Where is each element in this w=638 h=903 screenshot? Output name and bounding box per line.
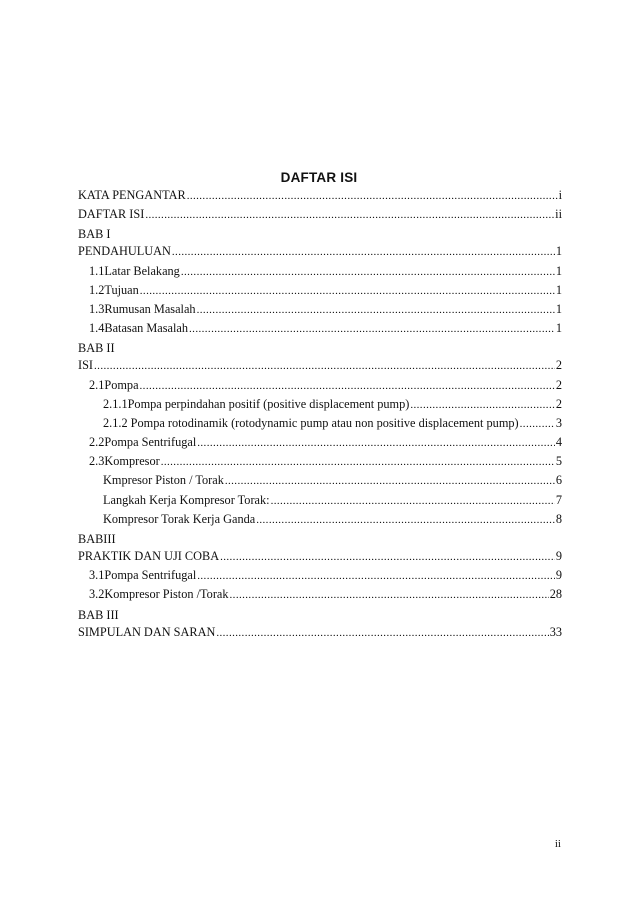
toc-page-number: 1 bbox=[555, 282, 562, 297]
dot-leader bbox=[94, 356, 555, 376]
dot-leader bbox=[140, 376, 555, 396]
toc-page-number: 1 bbox=[555, 244, 562, 259]
toc-page-number: 2 bbox=[555, 358, 562, 373]
toc-entry-kerja-ganda[interactable] bbox=[78, 510, 562, 529]
table-of-contents bbox=[78, 186, 562, 642]
dot-leader bbox=[181, 262, 555, 282]
toc-entry-text: 2.1.1Pompa perpindahan positif (positive displacement pump) bbox=[103, 396, 410, 411]
toc-entry-2-1-2[interactable] bbox=[78, 414, 562, 433]
dot-leader bbox=[271, 491, 555, 511]
dot-leader bbox=[145, 205, 554, 225]
toc-entry-text: 2.1.2 Pompa rotodinamik (rotodynamic pump atau non positive displacement pump) bbox=[103, 415, 519, 430]
dot-leader bbox=[410, 395, 555, 415]
toc-entry-text: DAFTAR ISI bbox=[78, 207, 145, 222]
toc-entry-kmpresor-piston[interactable] bbox=[78, 471, 562, 490]
toc-entry-text: PENDAHULUAN bbox=[78, 244, 171, 259]
toc-entry-2-3[interactable] bbox=[78, 452, 562, 471]
dot-leader bbox=[520, 414, 555, 434]
toc-entry-text: ISI bbox=[78, 358, 94, 373]
toc-page-number: 28 bbox=[549, 587, 562, 602]
toc-page-number: 1 bbox=[555, 263, 562, 278]
toc-page-number: 2 bbox=[555, 377, 562, 392]
dot-leader bbox=[140, 281, 555, 301]
dot-leader bbox=[230, 585, 549, 605]
toc-page-number: 2 bbox=[555, 396, 562, 411]
toc-page-number: 1 bbox=[555, 321, 562, 336]
dot-leader bbox=[161, 452, 555, 472]
dot-leader bbox=[256, 510, 555, 530]
toc-entry-kata-pengantar[interactable] bbox=[78, 186, 562, 205]
toc-entry-text: 2.1Pompa bbox=[89, 377, 139, 392]
dot-leader bbox=[216, 623, 548, 643]
toc-page-number: ii bbox=[555, 207, 562, 222]
page-number: ii bbox=[554, 838, 561, 850]
dot-leader bbox=[172, 242, 555, 262]
toc-entry-praktik[interactable] bbox=[78, 547, 562, 566]
toc-page-number: 4 bbox=[555, 435, 562, 450]
dot-leader bbox=[189, 319, 555, 339]
toc-entry-daftar-isi[interactable] bbox=[78, 205, 562, 224]
dot-leader bbox=[220, 547, 555, 567]
chapter-label: BAB II bbox=[78, 341, 115, 356]
toc-entry-2-2[interactable] bbox=[78, 433, 562, 452]
toc-entry-simpulan[interactable] bbox=[78, 623, 562, 642]
chapter-label: BABIII bbox=[78, 532, 116, 546]
toc-entry-text: 2.3Kompresor bbox=[89, 454, 160, 469]
toc-entry-text: 3.2Kompresor Piston /Torak bbox=[89, 587, 229, 602]
toc-entry-text: 1.3Rumusan Masalah bbox=[89, 301, 196, 316]
toc-entry-text: Kompresor Torak Kerja Ganda bbox=[103, 511, 256, 526]
toc-entry-text: 2.2Pompa Sentrifugal bbox=[89, 435, 197, 450]
toc-entry-text: 1.2Tujuan bbox=[89, 282, 139, 297]
toc-page-number: 3 bbox=[555, 415, 562, 430]
toc-page-number: 9 bbox=[555, 568, 562, 583]
toc-entry-1-2[interactable] bbox=[78, 281, 562, 300]
toc-entry-1-3[interactable] bbox=[78, 300, 562, 319]
toc-page-number: 1 bbox=[555, 301, 562, 316]
toc-entry-text: 3.1Pompa Sentrifugal bbox=[89, 568, 197, 583]
toc-entry-1-4[interactable] bbox=[78, 319, 562, 338]
toc-page-number: 6 bbox=[555, 473, 562, 488]
toc-entry-text: Kmpresor Piston / Torak bbox=[103, 473, 224, 488]
dot-leader bbox=[197, 566, 555, 586]
chapter-label: BAB I bbox=[78, 227, 111, 242]
toc-entry-2-1[interactable] bbox=[78, 376, 562, 395]
dot-leader bbox=[225, 471, 555, 491]
toc-entry-text: KATA PENGANTAR bbox=[78, 188, 186, 202]
toc-page-number: 7 bbox=[555, 492, 562, 507]
chapter-label: BAB III bbox=[78, 607, 119, 622]
toc-page-number: 9 bbox=[555, 549, 562, 563]
toc-entry-3-1[interactable] bbox=[78, 566, 562, 585]
toc-entry-3-2[interactable] bbox=[78, 585, 562, 604]
page-title: DAFTAR ISI bbox=[280, 170, 358, 185]
toc-page-number: i bbox=[558, 188, 562, 202]
toc-entry-1-1[interactable] bbox=[78, 262, 562, 281]
dot-leader bbox=[197, 433, 555, 453]
toc-page-number: 5 bbox=[555, 454, 562, 469]
toc-entry-text: 1.4Batasan Masalah bbox=[89, 321, 189, 336]
toc-entry-text: SIMPULAN DAN SARAN bbox=[78, 624, 216, 639]
toc-entry-2-1-1[interactable] bbox=[78, 395, 562, 414]
dot-leader bbox=[187, 186, 558, 206]
toc-page-number: 33 bbox=[549, 624, 562, 639]
toc-entry-isi[interactable] bbox=[78, 356, 562, 375]
toc-entry-text: Langkah Kerja Kompresor Torak: bbox=[103, 492, 270, 507]
toc-entry-langkah-kerja[interactable] bbox=[78, 491, 562, 510]
toc-entry-text: PRAKTIK DAN UJI COBA bbox=[78, 549, 220, 563]
dot-leader bbox=[197, 300, 555, 320]
toc-page-number: 8 bbox=[555, 511, 562, 526]
toc-entry-pendahuluan[interactable] bbox=[78, 242, 562, 261]
toc-entry-text: 1.1Latar Belakang bbox=[89, 263, 180, 278]
